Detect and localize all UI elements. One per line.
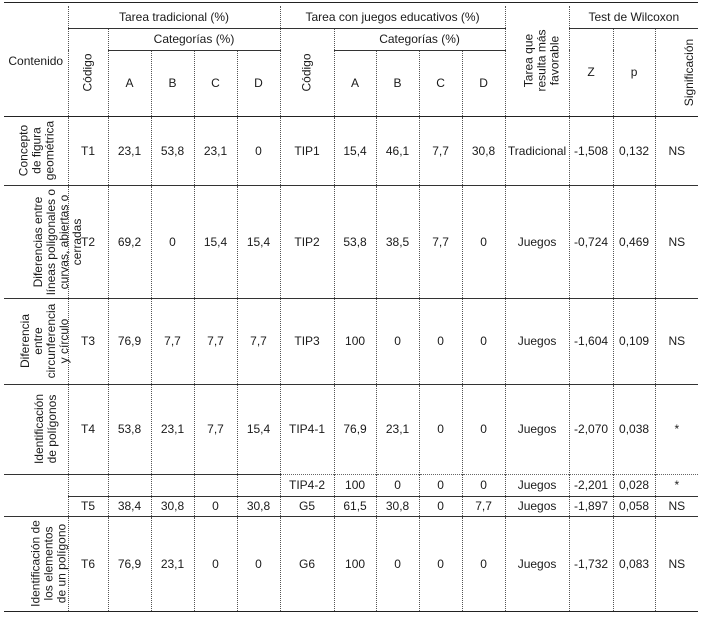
cell-favorable: Juegos [505,384,569,474]
cell-t-c: 0 [194,496,237,516]
cell-z: -1,508 [569,116,613,185]
header-cat-d-trad: D [237,50,280,116]
cell-j-c: 0 [419,298,462,384]
cell-j-b: 23,1 [376,384,419,474]
header-z: Z [569,28,613,116]
cell-t-a: 76,9 [108,516,151,611]
cell-t-b: 0 [151,185,194,298]
cell-t-code: T4 [68,384,108,474]
header-categorias-trad: Categorías (%) [108,28,280,50]
header-p: p [613,28,655,116]
cell-t-d: 15,4 [237,185,280,298]
cell-j-c: 0 [419,384,462,474]
cell-favorable: Tradicional [505,116,569,185]
header-cat-d-juegos: D [462,50,505,116]
cell-contenido: Identificación de polígonos [4,384,68,474]
cell-j-code: TIP4-1 [280,384,334,474]
cell-sig: NS [655,185,698,298]
cell-j-code: G5 [280,496,334,516]
header-tarea-favorable: Tarea que resulta más favorable [505,6,569,116]
header-cat-a-trad: A [108,50,151,116]
cell-contenido: Diferencia entre circunferencia y círculo [4,298,68,384]
top-rule [4,2,698,3]
cell-j-d: 0 [462,298,505,384]
table-row [4,185,698,298]
cell-sig: NS [655,298,698,384]
cell-j-c: 7,7 [419,116,462,185]
cell-j-code: TIP1 [280,116,334,185]
cell-j-code: TIP4-2 [280,474,334,496]
cell-j-c: 7,7 [419,185,462,298]
cell-sig: * [655,474,698,496]
header-significacion: Significación [655,28,698,116]
cell-j-c: 0 [419,474,462,496]
cell-t-a: 53,8 [108,384,151,474]
table-row [4,474,698,496]
cell-p: 0,028 [613,474,655,496]
header-cat-b-trad: B [151,50,194,116]
cell-t-a: 69,2 [108,185,151,298]
cell-t-code: T3 [68,298,108,384]
cell-j-d: 7,7 [462,496,505,516]
cell-sig: NS [655,516,698,611]
cell-t-code: T1 [68,116,108,185]
header-row-1 [4,6,698,28]
cell-t-d [237,474,280,496]
cell-t-a: 23,1 [108,116,151,185]
cell-p: 0,132 [613,116,655,185]
cell-contenido: Concepto de figura geométrica [16,120,57,181]
cell-p: 0,058 [613,496,655,516]
cell-t-code: T5 [68,496,108,516]
cell-t-code: T2 [68,185,108,298]
cell-favorable: Juegos [505,298,569,384]
cell-favorable: Juegos [505,185,569,298]
cell-t-d: 15,4 [237,384,280,474]
cell-sig: NS [655,496,698,516]
cell-t-d: 0 [237,516,280,611]
header-cat-c-trad: C [194,50,237,116]
cell-t-c: 7,7 [194,384,237,474]
header-cat-c-juegos: C [419,50,462,116]
cell-j-b: 0 [376,516,419,611]
cell-p: 0,038 [613,384,655,474]
cell-j-code: TIP3 [280,298,334,384]
cell-j-code: TIP2 [280,185,334,298]
cell-z: -2,070 [569,384,613,474]
cell-j-a: 100 [334,298,376,384]
header-cat-a-juegos: A [334,50,376,116]
cell-contenido [4,496,68,516]
cell-j-d: 0 [462,516,505,611]
cell-j-b: 46,1 [376,116,419,185]
cell-z: -0,724 [569,185,613,298]
cell-z: -1,604 [569,298,613,384]
table-row [4,384,698,474]
header-tarea-juegos: Tarea con juegos educativos (%) [280,6,505,28]
cell-j-c: 0 [419,496,462,516]
cell-t-c: 0 [194,516,237,611]
cell-t-c: 15,4 [194,185,237,298]
header-tarea-tradicional: Tarea tradicional (%) [68,6,280,28]
table-row [4,116,698,185]
cell-contenido: Diferencias entre líneas poligonales o curvas, abiertas o cerradas [4,185,68,298]
cell-t-c [194,474,237,496]
cell-z: -1,732 [569,516,613,611]
header-test-wilcoxon: Test de Wilcoxon [569,6,698,28]
cell-j-d: 0 [462,384,505,474]
header-codigo-trad: Código [68,28,108,116]
header-contenido: Contenido [4,6,68,116]
cell-p: 0,083 [613,516,655,611]
cell-t-c: 23,1 [194,116,237,185]
cell-favorable: Juegos [505,496,569,516]
header-categorias-juegos: Categorías (%) [334,28,505,50]
cell-t-a: 38,4 [108,496,151,516]
cell-j-d: 0 [462,185,505,298]
table-row [4,496,698,516]
cell-j-b: 0 [376,474,419,496]
cell-sig: NS [655,116,698,185]
cell-t-a: 76,9 [108,298,151,384]
cell-j-d: 0 [462,474,505,496]
cell-p: 0,109 [613,298,655,384]
cell-t-b: 53,8 [151,116,194,185]
cell-j-b: 30,8 [376,496,419,516]
cell-favorable: Juegos [505,516,569,611]
cell-j-d: 30,8 [462,116,505,185]
cell-t-d: 7,7 [237,298,280,384]
cell-t-code: T6 [68,516,108,611]
cell-t-b: 7,7 [151,298,194,384]
cell-z: -1,897 [569,496,613,516]
cell-t-b: 30,8 [151,496,194,516]
cell-t-c: 7,7 [194,298,237,384]
cell-j-a: 100 [334,516,376,611]
cell-j-a: 76,9 [334,384,376,474]
cell-j-code: G6 [280,516,334,611]
cell-favorable: Juegos [505,474,569,496]
header-row-2 [4,28,698,50]
table-row [4,298,698,384]
cell-t-b: 23,1 [151,516,194,611]
cell-sig: * [655,384,698,474]
cell-j-a: 15,4 [334,116,376,185]
table-row [4,516,698,611]
cell-j-c: 0 [419,516,462,611]
cell-contenido: Identificación de los elementos de un polígono [4,516,68,611]
cell-j-a: 100 [334,474,376,496]
cell-j-a: 61,5 [334,496,376,516]
results-table [4,6,698,612]
header-codigo-juegos: Código [280,28,334,116]
cell-t-d: 30,8 [237,496,280,516]
cell-p: 0,469 [613,185,655,298]
cell-t-b [151,474,194,496]
cell-t-d: 0 [237,116,280,185]
cell-z: -2,201 [569,474,613,496]
cell-t-a [108,474,151,496]
cell-j-b: 38,5 [376,185,419,298]
cell-j-b: 0 [376,298,419,384]
cell-contenido [4,474,68,496]
cell-j-a: 53,8 [334,185,376,298]
header-cat-b-juegos: B [376,50,419,116]
cell-t-code [68,474,108,496]
cell-t-b: 23,1 [151,384,194,474]
